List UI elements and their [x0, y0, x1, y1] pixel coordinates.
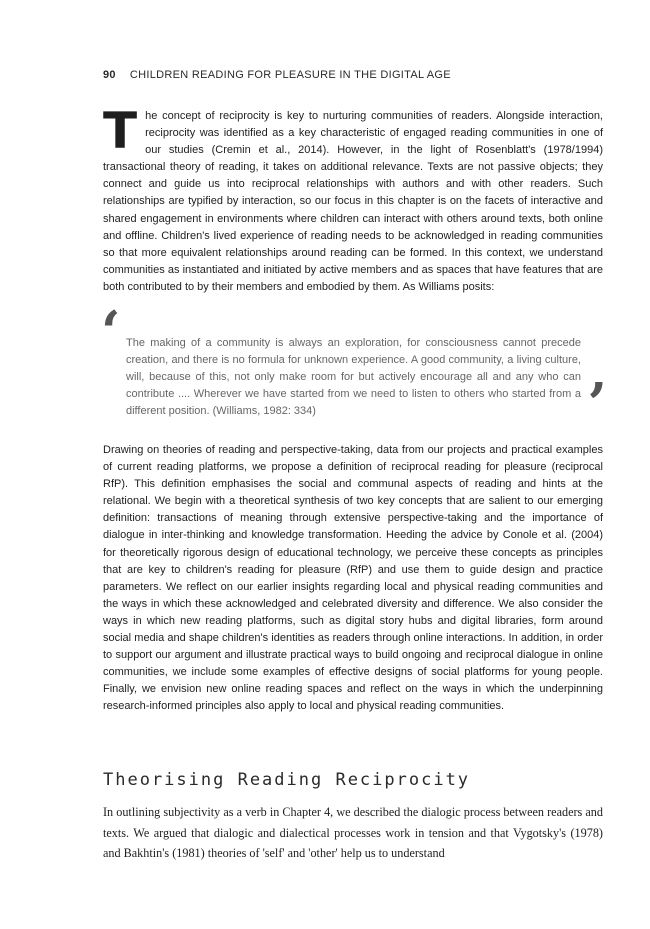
drop-cap: T	[103, 102, 138, 160]
running-header	[103, 69, 451, 81]
quote-text: The making of a community is always an exploration, for consciousness cannot precede creation, and there is no formula for unknown experience. A good community, a living culture, will, because of this, not only make room for but actively encourage all and any who can contribute .... Wherever we have started from we need to listen to others who started from a different position. (Williams, 1982: 334)	[126, 337, 581, 418]
page-number: 90	[103, 69, 116, 81]
running-title: CHILDREN READING FOR PLEASURE IN THE DIGITAL AGE	[129, 69, 451, 81]
intro-paragraph	[103, 102, 603, 296]
section-paragraph: In outlining subjectivity as a verb in Chapter 4, we described the dialogic process between readers and texts. We argued that dialogic and dialectical processes work in tension and that Vygotsky's (1978) and Bakhtin's (1981) theories of 'self' and 'other' help us to understand	[103, 805, 603, 860]
block-quote	[101, 299, 607, 437]
section-heading: Theorising Reading Reciprocity	[103, 770, 471, 790]
opening-quote-mark: ‘	[101, 299, 121, 365]
closing-quote-mark: ’	[587, 371, 607, 437]
intro-paragraph-text: he concept of reciprocity is key to nurturing communities of readers. Alongside interaction, reciprocity was identified as a key characteristic of engaged reading communities in one of our studies (Cremin et al., 2014). However, in the light of Rosenblatt's (1978/1994) transactional theory of reading, it takes on additional relevance. Texts are not passive objects; they connect and guide us into reciprocal relationships with authors and with other readers. Such relationships are typified by interaction, so our focus in this chapter is on the facets of interactive and shared engagement in environments where children can interact with others around texts, both online and offline. Children's lived experience of reading needs to be acknowledged in reading communities so that more equivalent relationships around reading can be formed. In this context, we understand communities as instantiated and initiated by active members and as spaces that have features that are both contributed to by their members and embodied by them. As Williams posits:	[103, 110, 603, 293]
body-paragraph: Drawing on theories of reading and perspective-taking, data from our projects and practical examples of current reading platforms, we propose a definition of reciprocal reading for pleasure (reciprocal RfP). This definition emphasises the social and communal aspects of reading and hints at the relational. We begin with a theoretical synthesis of two key concepts that are salient to our emerging definition: transactions of meaning through extensive perspective-taking and the importance of dialogue in inter-thinking and knowledge transformation. Heeding the advice by Conole et al. (2004) for theoretically rigorous design of educational technology, we perceive these concepts as principles that are key to children's reading for pleasure (RfP) and use them to guide design and practice parameters. We reflect on our earlier insights regarding local and physical reading communities and the ways in which these acknowledged and celebrated diversity and difference. We also consider the ways in which new reading platforms, such as digital story hubs and digital libraries, form around social media and shape children's identities as readers through online interactions. In addition, in order to support our argument and illustrate practical ways to build ongoing and reciprocal dialogue in online communities, we include some examples of effective designs of social platforms for young people. Finally, we envision new online reading spaces and reflect on the ways in which the underpinning research-informed principles also apply to local and physical reading communities.	[103, 444, 603, 713]
